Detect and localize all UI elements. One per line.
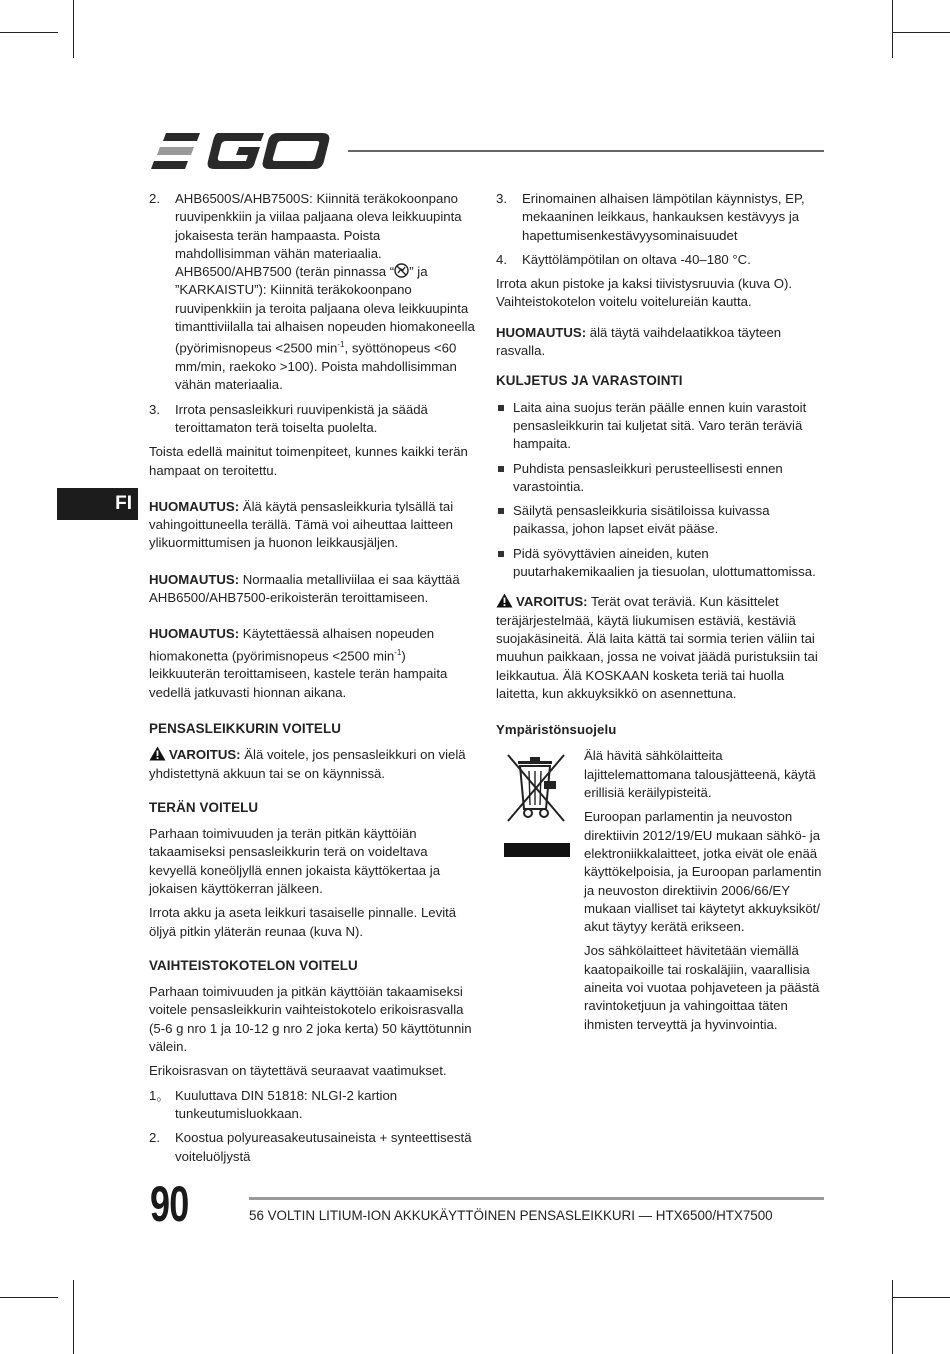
list-number: 3. xyxy=(149,401,160,417)
paragraph: Euroopan parlamentin ja neuvoston direktiivin 2012/19/EU mukaan sähkö- ja elektroniikkalaitteet, jotka eivät ole enää käyttökelpoisia, ja Euroopan parlamentin ja neuvoston direktiivin 2006/66/EY mukaan vialliset tai käytetyt akkuyksiköt/ akut täytyy kerätä erikseen. xyxy=(584,809,822,935)
list-text: Kuuluttava DIN 51818: NLGI-2 kartion tunkeutumisluokkaan. xyxy=(175,1087,398,1121)
crop-mark xyxy=(0,32,58,33)
note-label: HUOMAUTUS: xyxy=(496,324,587,340)
paragraph: Parhaan toimivuuden ja pitkän käyttöiän takaamiseksi voitele pensasleikkurin vaihteistokotelo erikoisrasvalla (5-6 g nro 1 ja 10-12 g nro 2 joka kerta) 50 käyttötunnin välein. xyxy=(149,984,472,1055)
crossed-bin-icon xyxy=(504,751,570,859)
no-hand-file-icon xyxy=(394,263,409,278)
list-text: Käyttölämpötilan on oltava -40–180 °C. xyxy=(522,251,751,267)
list-number: 3. xyxy=(496,191,507,206)
crop-mark xyxy=(73,0,74,58)
list-number: 1。 xyxy=(149,1087,170,1103)
language-tab: FI xyxy=(57,488,138,520)
warning xyxy=(149,746,476,783)
list-item xyxy=(149,190,476,395)
warning-label: VAROITUS: xyxy=(169,747,241,763)
list-number: 2. xyxy=(149,191,160,206)
environment-block xyxy=(496,747,824,1033)
bullet-text: Pidä syövyttävien aineiden, kuten puutarhakemikaalien ja tiesuolan, ulottumattomissa. xyxy=(513,545,816,580)
paragraph: Älä hävitä sähkölaitteita lajittelemattomana talousjätteenä, käytä erillisiä keräilypisteitä. xyxy=(584,748,816,801)
bullet-item xyxy=(496,502,824,539)
header-rule xyxy=(348,150,824,152)
note-label: HUOMAUTUS: xyxy=(149,626,240,642)
section-heading: Ympäristönsuojelu xyxy=(496,722,617,738)
note-text: älä täytä vaihdelaatikkoa täyteen rasvalla. xyxy=(496,324,782,359)
note xyxy=(149,498,476,553)
right-column xyxy=(496,190,824,1040)
footer-rule xyxy=(249,1197,824,1200)
note xyxy=(149,625,476,702)
bullet-icon xyxy=(498,405,504,411)
superscript: -1 xyxy=(337,340,345,350)
bullet-text: Laita aina suojus terän päälle ennen kuin varastoit pensasleikkurin tai kuljetat sitä. Varo terän teräviä hampaita. xyxy=(513,399,807,452)
list-number: 2. xyxy=(149,1130,160,1146)
warning-label: VAROITUS: xyxy=(516,594,588,610)
section-heading: PENSASLEIKKURIN VOITELU xyxy=(149,720,342,736)
list-item xyxy=(496,251,824,269)
list-text: Erinomainen alhaisen lämpötilan käynnistys, EP, mekaaninen leikkaus, hankauksen kestävyys ja hapettumisenkestävyysominaisuudet xyxy=(522,191,805,243)
bullet-item xyxy=(496,460,824,497)
page-number: 90 xyxy=(150,1176,189,1232)
paragraph: Erikoisrasvan on täytettävä seuraavat vaatimukset. xyxy=(149,1063,447,1079)
note-text: Älä käytä pensasleikkuria tylsällä tai vahingoittuneella terällä. Tämä voi aiheuttaa laitteen ylikuormittumisen ja huonon leikkausjäljen. xyxy=(149,498,454,551)
note-text: ) leikkuuterän teroittamiseen, kastele terän hampaita vedellä jatkuvasti hionnan aikana. xyxy=(149,648,448,700)
left-column xyxy=(149,190,476,1172)
list-number: 4. xyxy=(496,251,507,267)
crop-mark xyxy=(892,1297,950,1298)
paragraph: Irrota akun pistoke ja kaksi tiivistysruuvia (kuva O). Vaihteistokotelon voitelu voitelureiän kautta. xyxy=(496,276,793,310)
paragraph: Parhaan toimivuuden ja terän pitkän käyttöiän takaamiseksi pensasleikkurin terä on voideltava kevyellä koneöljyllä ennen jokaista käyttökertaa ja jokaisen käyttökerran jälkeen. xyxy=(149,826,441,896)
list-text: , syöttönopeus <60 mm/min, raekoko >100). Poista mahdollisimman vähän materiaalia. xyxy=(175,340,457,393)
section-heading: TERÄN VOITELU xyxy=(149,799,259,815)
crop-mark xyxy=(0,1297,58,1298)
list-item xyxy=(149,1129,476,1166)
list-item xyxy=(149,1087,476,1124)
ego-logo xyxy=(150,130,332,172)
footer-title: 56 VOLTIN LITIUM-ION AKKUKÄYTTÖINEN PENSASLEIKKURI — HTX6500/HTX7500 xyxy=(249,1208,773,1223)
note-text: Käytettäessä alhaisen nopeuden hiomakonetta (pyörimisnopeus <2500 min xyxy=(149,626,435,664)
crop-mark xyxy=(73,1280,74,1354)
bullet-text: Säilytä pensasleikkuria sisätiloissa kuivassa paikassa, johon lapset eivät pääse. xyxy=(513,503,770,537)
warning-text: Älä voitele, jos pensasleikkuri on vielä yhdistettynä akkuun tai se on käynnissä. xyxy=(149,747,466,781)
bullet-icon xyxy=(498,466,504,472)
list-item xyxy=(496,190,824,245)
bullet-item xyxy=(496,545,824,582)
section-heading: VAIHTEISTOKOTELON VOITELU xyxy=(149,957,358,973)
note xyxy=(496,324,824,361)
list-text: Irrota pensasleikkuri ruuvipenkistä ja säädä teroittamaton terä toiselta puolelta. xyxy=(175,401,428,435)
bullet-icon xyxy=(498,551,504,557)
note-text: Normaalia metalliviilaa ei saa käyttää AHB6500/AHB7500-erikoisterän teroittamiseen. xyxy=(149,571,460,606)
list-text: ” ja ”KARKAISTU”): Kiinnitä teräkokoonpano ruuvipenkkiin ja teroita paljaana oleva leikkuupinta timanttiviilalla tai alhaisen nopeuden hiomakoneella (pyörimisnopeus <2500 min xyxy=(175,264,475,356)
section-heading: KULJETUS JA VARASTOINTI xyxy=(496,373,683,389)
warning xyxy=(496,593,824,703)
warning-icon xyxy=(496,593,513,608)
crop-mark xyxy=(892,0,893,58)
note-label: HUOMAUTUS: xyxy=(149,498,240,514)
crop-mark xyxy=(892,32,950,33)
bullet-text: Puhdista pensasleikkuri perusteellisesti ennen varastointia. xyxy=(513,460,783,494)
warning-text: Terät ovat teräviä. Kun käsittelet teräjärjestelmää, käytä liukumisen estäviä, kestäviä suojakäsineitä. Älä laita kättä tai sormia terien väliin tai muuhun paikkaan, jossa ne voivat jäädä puristuksiin tai leikkautua. Älä KOSKAAN kosketa teriä tai huolla laitetta, kun akkuyksikkö on asennettuna. xyxy=(496,594,818,701)
warning-icon xyxy=(149,746,166,761)
bullet-item xyxy=(496,399,824,454)
bullet-icon xyxy=(498,508,504,514)
crop-mark xyxy=(892,1280,893,1354)
note xyxy=(149,571,476,608)
list-item xyxy=(149,401,476,438)
note-label: HUOMAUTUS: xyxy=(149,571,240,587)
paragraph: Irrota akku ja aseta leikkuri tasaiselle pinnalle. Levitä öljyä pitkin yläterän reunaa (kuva N). xyxy=(149,905,457,939)
list-text: Koostua polyureasakeutusaineista + synteettisestä voiteluöljystä xyxy=(175,1130,472,1164)
superscript: -1 xyxy=(394,647,402,657)
paragraph: Toista edellä mainitut toimenpiteet, kunnes kaikki terän hampaat on teroitettu. xyxy=(149,444,468,478)
paragraph: Jos sähkölaitteet hävitetään viemällä kaatopaikoille tai roskaläjiin, vaarallisia aineita voi vuotaa pohjaveteen ja päästä ravintoketjuun ja vahingoittaa täten ihmisten terveyttä ja hyvinvointia. xyxy=(584,943,820,1032)
list-text: AHB6500S/AHB7500S: Kiinnitä teräkokoonpano ruuvipenkkiin ja viilaa paljaana oleva leikkuupinta jokaisesta terän hampaasta. Poista mahdollisimman vähän materiaalia. AHB6500/AHB7500 (terän pinnassa “ xyxy=(175,191,462,280)
